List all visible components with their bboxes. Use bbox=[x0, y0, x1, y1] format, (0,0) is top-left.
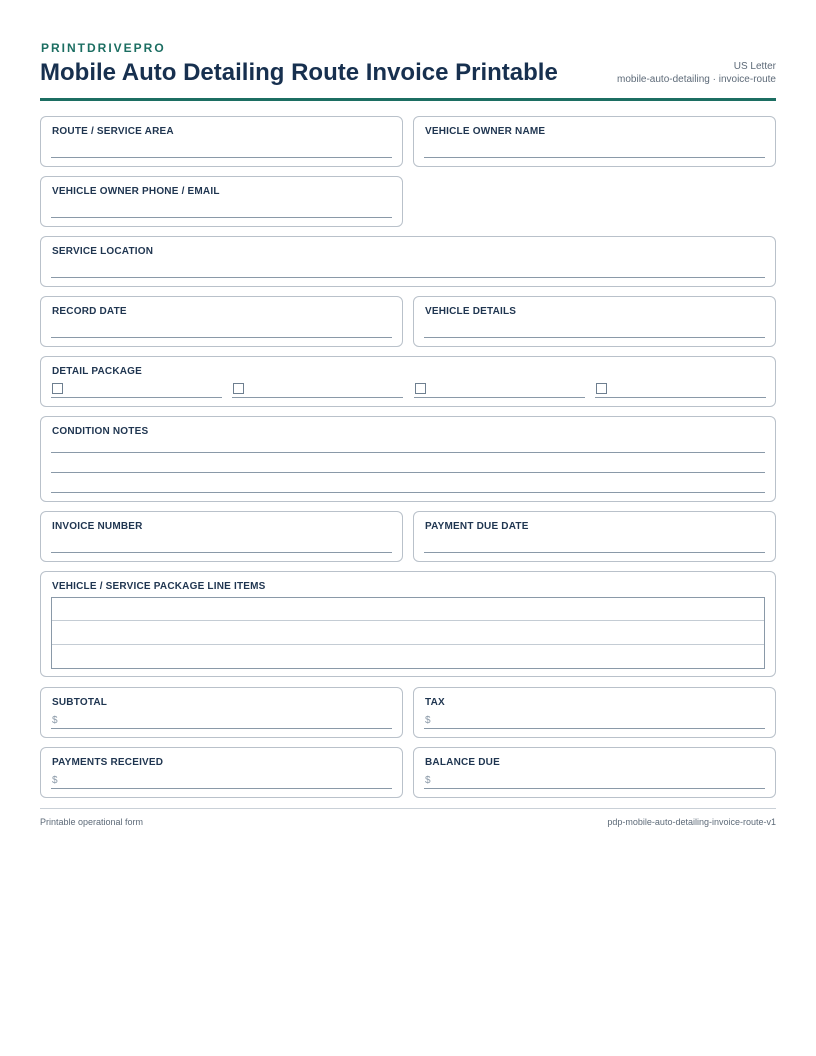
line-items-table bbox=[51, 597, 765, 669]
detail-package-option-2[interactable] bbox=[232, 383, 403, 398]
page-header bbox=[40, 40, 776, 101]
detail-package-label: DETAIL PACKAGE bbox=[52, 366, 143, 377]
invoice-number-input-line[interactable] bbox=[51, 552, 392, 553]
vehicle-details-input-line[interactable] bbox=[424, 337, 765, 338]
vehicle-owner-contact-label: VEHICLE OWNER PHONE / EMAIL bbox=[52, 186, 220, 197]
balance-due-field[interactable] bbox=[413, 747, 776, 798]
balance-due-input-line[interactable] bbox=[424, 788, 765, 789]
invoice-page bbox=[40, 40, 776, 827]
tax-input-line[interactable] bbox=[424, 728, 765, 729]
condition-notes-field[interactable] bbox=[40, 416, 776, 502]
checkbox[interactable] bbox=[52, 383, 63, 394]
currency-symbol: $ bbox=[425, 715, 431, 726]
detail-package-option-3[interactable] bbox=[414, 383, 585, 398]
vehicle-owner-contact-field[interactable] bbox=[40, 176, 403, 227]
vehicle-details-field[interactable] bbox=[413, 296, 776, 347]
subtotal-field[interactable] bbox=[40, 687, 403, 738]
payment-due-date-field[interactable] bbox=[413, 511, 776, 562]
payments-received-input-line[interactable] bbox=[51, 788, 392, 789]
detail-package-field bbox=[40, 356, 776, 407]
line-items-label: VEHICLE / SERVICE PACKAGE LINE ITEMS bbox=[52, 581, 266, 592]
table-row[interactable] bbox=[52, 621, 764, 644]
brand-name: PRINTDRIVEPRO bbox=[41, 41, 166, 55]
payment-due-date-label: PAYMENT DUE DATE bbox=[425, 521, 529, 532]
route-service-area-label: ROUTE / SERVICE AREA bbox=[52, 126, 174, 137]
subtotal-label: SUBTOTAL bbox=[52, 697, 108, 708]
header-meta bbox=[617, 60, 776, 86]
checkbox[interactable] bbox=[596, 383, 607, 394]
route-service-area-field[interactable] bbox=[40, 116, 403, 167]
condition-notes-line-2[interactable] bbox=[51, 472, 765, 473]
payment-due-date-input-line[interactable] bbox=[424, 552, 765, 553]
condition-notes-label: CONDITION NOTES bbox=[52, 426, 149, 437]
vehicle-owner-contact-input-line[interactable] bbox=[51, 217, 392, 218]
currency-symbol: $ bbox=[52, 715, 58, 726]
footer-form-id: pdp-mobile-auto-detailing-invoice-route-v1 bbox=[607, 817, 776, 827]
vehicle-owner-name-field[interactable] bbox=[413, 116, 776, 167]
paper-size: US Letter bbox=[733, 61, 776, 72]
invoice-number-field[interactable] bbox=[40, 511, 403, 562]
footer-form-type: Printable operational form bbox=[40, 817, 144, 827]
page-title: Mobile Auto Detailing Route Invoice Printable bbox=[40, 59, 558, 86]
vehicle-owner-name-label: VEHICLE OWNER NAME bbox=[425, 126, 546, 137]
invoice-number-label: INVOICE NUMBER bbox=[52, 521, 143, 532]
line-items-field bbox=[40, 571, 776, 677]
tax-field[interactable] bbox=[413, 687, 776, 738]
checkbox[interactable] bbox=[415, 383, 426, 394]
condition-notes-line-1[interactable] bbox=[51, 452, 765, 453]
detail-package-option-1[interactable] bbox=[51, 383, 222, 398]
record-date-field[interactable] bbox=[40, 296, 403, 347]
service-location-field[interactable] bbox=[40, 236, 776, 287]
record-date-input-line[interactable] bbox=[51, 337, 392, 338]
payments-received-label: PAYMENTS RECEIVED bbox=[52, 757, 164, 768]
vehicle-details-label: VEHICLE DETAILS bbox=[425, 306, 517, 317]
form-slug: mobile-auto-detailing · invoice-route bbox=[617, 74, 776, 85]
balance-due-label: BALANCE DUE bbox=[425, 757, 500, 768]
table-row[interactable] bbox=[52, 645, 764, 668]
vehicle-owner-name-input-line[interactable] bbox=[424, 157, 765, 158]
subtotal-input-line[interactable] bbox=[51, 728, 392, 729]
detail-package-option-4[interactable] bbox=[595, 383, 766, 398]
tax-label: TAX bbox=[425, 697, 445, 708]
route-service-area-input-line[interactable] bbox=[51, 157, 392, 158]
payments-received-field[interactable] bbox=[40, 747, 403, 798]
page-footer bbox=[40, 808, 776, 827]
service-location-input-line[interactable] bbox=[51, 277, 765, 278]
condition-notes-line-3[interactable] bbox=[51, 492, 765, 493]
table-row[interactable] bbox=[52, 598, 764, 621]
checkbox[interactable] bbox=[233, 383, 244, 394]
record-date-label: RECORD DATE bbox=[52, 306, 127, 317]
currency-symbol: $ bbox=[52, 775, 58, 786]
service-location-label: SERVICE LOCATION bbox=[52, 246, 154, 257]
currency-symbol: $ bbox=[425, 775, 431, 786]
